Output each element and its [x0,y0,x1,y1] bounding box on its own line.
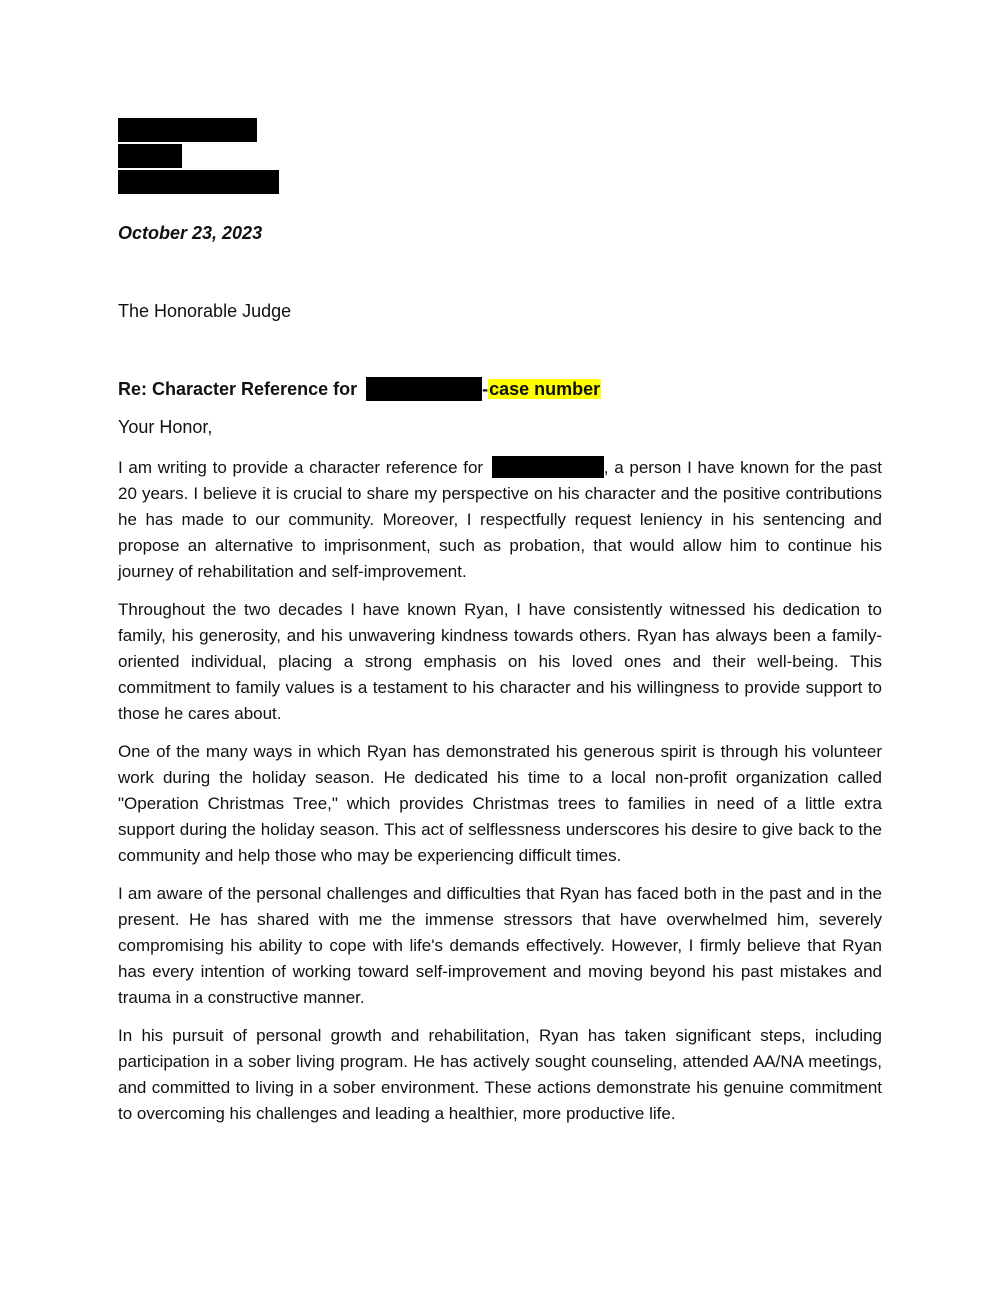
redacted-sender-address-line-2 [118,170,279,194]
redacted-sender-name [118,118,257,142]
body-paragraph-5: In his pursuit of personal growth and rehabilitation, Ryan has taken significant steps, including participation in a sober living program. He has actively sought counseling, attended AA/NA meetings, and committed to living in a sober environment. These actions demonstrate his genuine commitment to overcoming his challenges and leading a healthier, more productive life. [118,1026,882,1123]
subject-dash: - [482,379,489,399]
salutation: Your Honor, [118,417,213,437]
recipient-line: The Honorable Judge [118,301,292,321]
body-paragraph-3: One of the many ways in which Ryan has demonstrated his generous spirit is through his volunteer work during the holiday season. He dedicated his time to a local non-profit organization called "Operation Christmas Tree," which provides Christmas trees to families in need of a little extra support during the holiday season. This act of selflessness underscores his desire to give back to the community and help those who may be experiencing difficult times. [118,742,882,865]
body-paragraph-2: Throughout the two decades I have known Ryan, I have consistently witnessed his dedication to family, his generosity, and his unwavering kindness towards others. Ryan has always been a family-oriented individual, placing a strong emphasis on his loved ones and their well-being. This commitment to family values is a testament to his character and his willingness to provide support to those he cares about. [118,600,882,723]
redacted-subject-name [366,377,482,401]
redacted-sender-address-line-1 [118,144,182,168]
paragraph-1-before: I am writing to provide a character reference for [118,458,489,477]
subject-prefix: Re: Character Reference for [118,379,363,399]
body-paragraph-1 [118,455,882,585]
redacted-person-name [492,456,604,478]
subject-line [118,377,601,401]
case-number-highlight: case number [489,379,601,399]
letter-date: October 23, 2023 [118,223,263,243]
body-paragraph-4: I am aware of the personal challenges and difficulties that Ryan has faced both in the past and in the present. He has shared with me the immense stressors that have overwhelmed him, severely compromising his ability to cope with life's demands effectively. However, I firmly believe that Ryan has every intention of working toward self-improvement and moving beyond his past mistakes and trauma in a constructive manner. [118,884,882,1007]
letter-body [118,455,882,1139]
paragraph-1-after: , a person I have known for the past 20 years. I believe it is crucial to share my perspective on his character and the positive contributions he has made to our community. Moreover, I respectfully request leniency in his sentencing and propose an alternative to imprisonment, such as probation, that would allow him to continue his journey of rehabilitation and self-improvement. [118,458,882,581]
